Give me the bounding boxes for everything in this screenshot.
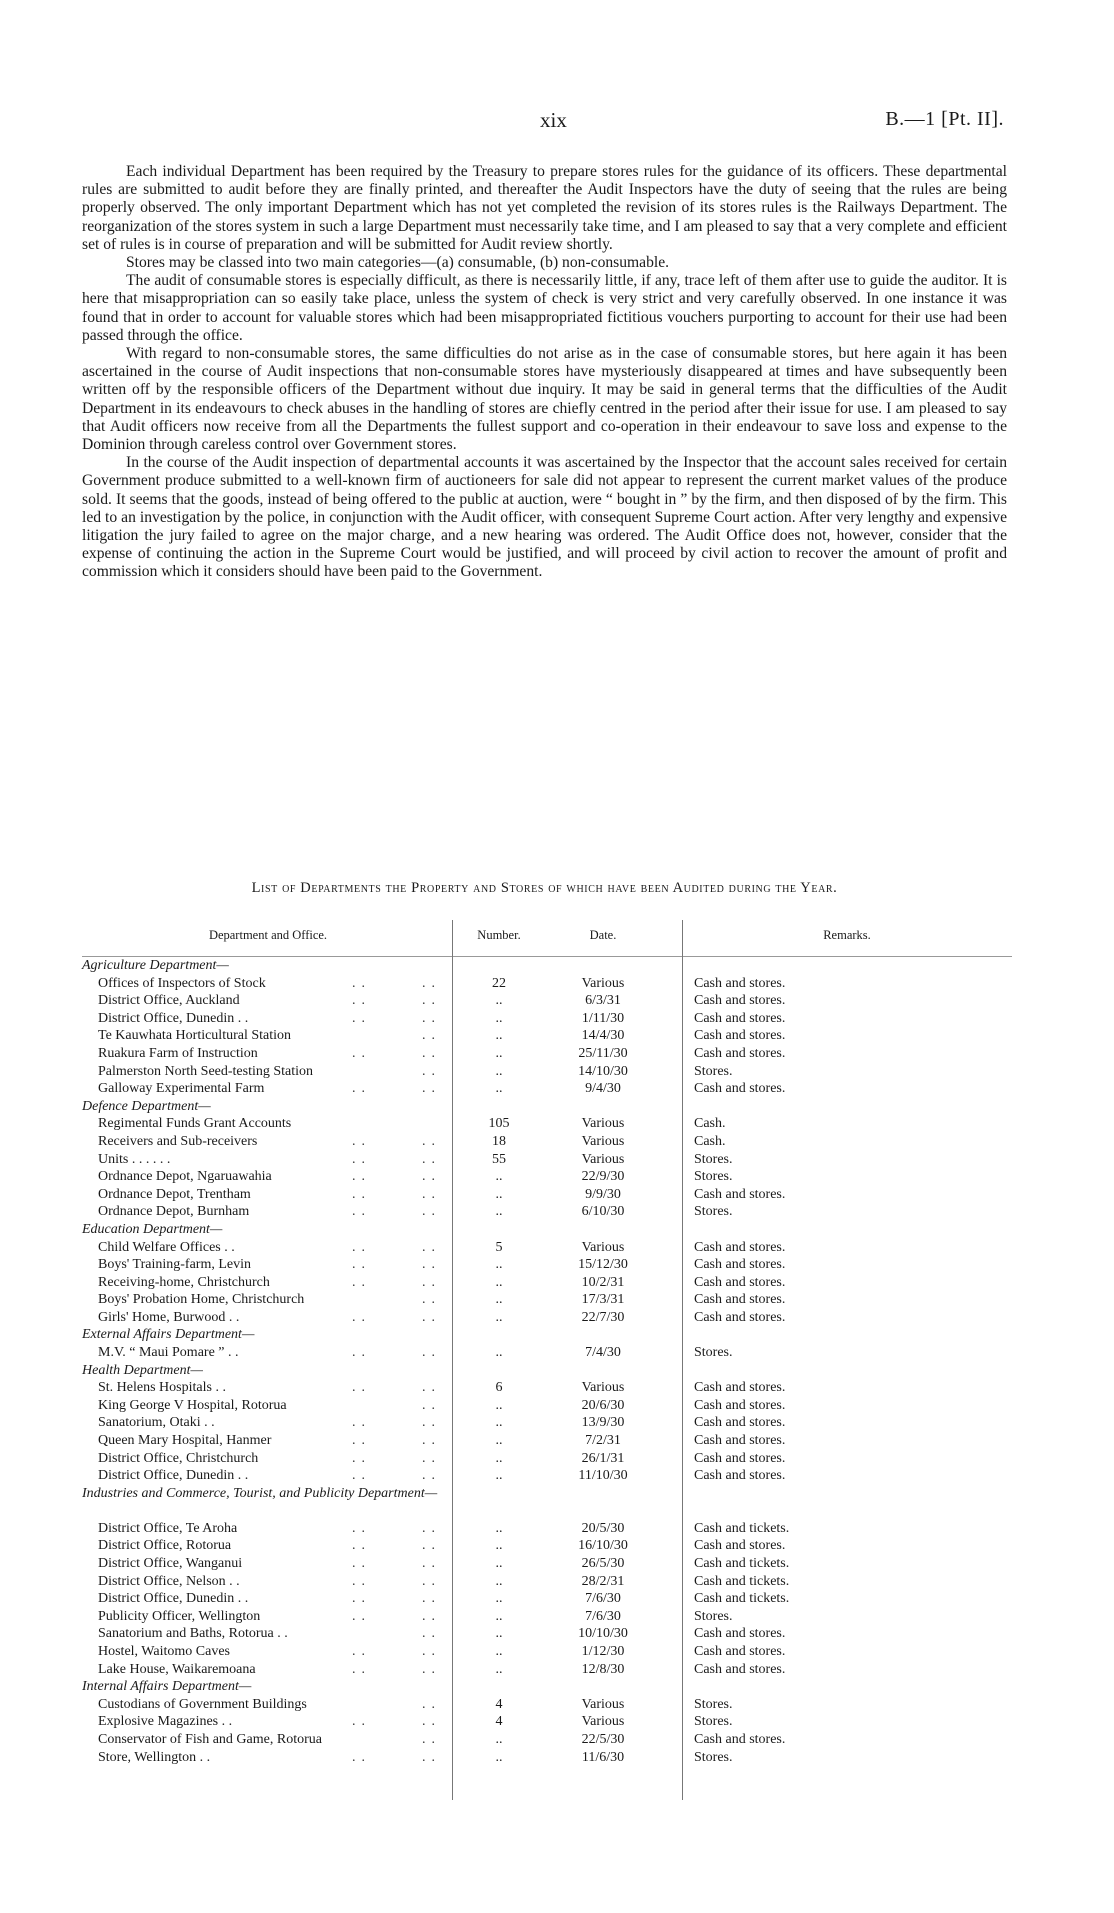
leader-dots: ..	[352, 1169, 371, 1185]
remarks-cell: Cash and stores.	[694, 1433, 786, 1449]
table-row	[82, 1151, 1012, 1169]
number-cell: ..	[495, 1010, 503, 1026]
office-name: M.V. “ Maui Pomare ” . .	[98, 1345, 239, 1361]
office-name: King George V Hospital, Rotorua	[98, 1397, 287, 1413]
leader-dots: ..	[352, 1380, 371, 1396]
date-cell: 22/5/30	[581, 1731, 625, 1747]
table-row	[82, 1520, 1012, 1538]
office-name: District Office, Nelson . .	[98, 1573, 240, 1589]
date-cell: 16/10/30	[578, 1538, 628, 1554]
office-name: Girls' Home, Burwood . .	[98, 1309, 240, 1325]
leader-dots: ..	[422, 1468, 441, 1484]
remarks-cell: Cash and stores.	[694, 1274, 786, 1290]
paragraph: The audit of consumable stores is especially difficult, as there is necessarily little, if any, trace left of them after use to guide the auditor. It is here that misappropriation can so easily take place, unless the system of check is very strict and very carefully observed. In one instance it was found that in order to account for valuable stores which had been misappropriated fictitious vouchers purporting to account for their use had been passed through the office.	[82, 272, 1007, 344]
office-name: Child Welfare Offices . .	[98, 1239, 235, 1255]
table-row	[82, 1168, 1012, 1186]
leader-dots: ..	[352, 1714, 371, 1730]
office-name: Store, Wellington . .	[98, 1749, 211, 1765]
date-cell: 9/9/30	[585, 1186, 621, 1202]
number-cell: ..	[495, 1081, 503, 1097]
department-name: Health Department—	[82, 1362, 203, 1378]
table-row	[82, 1467, 1012, 1485]
remarks-cell: Cash and stores.	[694, 1661, 786, 1677]
table-row	[82, 1309, 1012, 1327]
number-cell: ..	[495, 1468, 503, 1484]
leader-dots: ..	[422, 1292, 441, 1308]
date-cell: 7/2/31	[585, 1433, 621, 1449]
date-cell: Various	[581, 1239, 625, 1255]
remarks-cell: Stores.	[694, 1063, 733, 1079]
date-cell: 20/5/30	[581, 1520, 625, 1536]
number-cell: ..	[495, 1415, 503, 1431]
paragraph: With regard to non-consumable stores, the same difficulties do not arise as in the case of consumable stores, but here again it has been ascertained in the course of Audit inspections that non-consumable stores have mysteriously disappeared at times and have subsequently been written off by the responsible officers of the Department without due inquiry. It may be said in general terms that the difficulties of the Audit Department in its endeavours to check abuses in the handling of stores are chiefly centred in the period after their issue for use. I am pleased to say that Audit officers now receive from all the Departments the fullest support and co-operation in their endeavour to save loss and expense to the Dominion through careless control over Government stores.	[82, 345, 1007, 454]
office-name: Publicity Officer, Wellington	[98, 1608, 261, 1624]
office-name: Hostel, Waitomo Caves	[98, 1643, 230, 1659]
leader-dots: ..	[422, 1573, 441, 1589]
date-cell: Various	[581, 1380, 625, 1396]
leader-dots: ..	[422, 975, 441, 991]
date-cell: 28/2/31	[581, 1573, 625, 1589]
remarks-cell: Cash and stores.	[694, 1450, 786, 1466]
header-date: Date.	[589, 928, 617, 942]
remarks-cell: Stores.	[694, 1204, 733, 1220]
leader-dots: ..	[422, 1415, 441, 1431]
number-cell: ..	[495, 1749, 503, 1765]
date-cell: 12/8/30	[581, 1661, 625, 1677]
department-name: Defence Department—	[82, 1098, 211, 1114]
leader-dots: ..	[422, 1257, 441, 1273]
department-heading	[82, 1326, 1012, 1344]
remarks-cell: Cash.	[694, 1133, 726, 1149]
table-row	[82, 1080, 1012, 1098]
department-heading	[82, 1485, 1012, 1520]
paragraph: Each individual Department has been required by the Treasury to prepare stores rules for the guidance of its officers. These departmental rules are submitted to audit before they are finally printed, and thereafter the Audit Inspectors have the duty of seeing that the rules are being properly observed. The only important Department which has not yet completed the revision of its stores rules is the Railways Department. The reorganization of the stores system in such a large Department must necessarily take time, and I am pleased to say that a very complete and efficient set of rules is in course of preparation and will be submitted for Audit review shortly.	[82, 163, 1007, 253]
table-row	[82, 1749, 1012, 1767]
department-heading	[82, 1362, 1012, 1380]
remarks-cell: Cash and stores.	[694, 975, 786, 991]
remarks-cell: Stores.	[694, 1714, 733, 1730]
table-row	[82, 1713, 1012, 1731]
table-row	[82, 1010, 1012, 1028]
leader-dots: ..	[422, 1380, 441, 1396]
department-heading	[82, 1098, 1012, 1116]
remarks-cell: Cash and stores.	[694, 1731, 786, 1747]
leader-dots: ..	[422, 1696, 441, 1712]
date-cell: Various	[581, 1714, 625, 1730]
remarks-cell: Cash and stores.	[694, 1538, 786, 1554]
date-cell: 10/2/31	[581, 1274, 625, 1290]
number-cell: ..	[495, 993, 503, 1009]
departments-table	[82, 920, 1012, 1766]
leader-dots: ..	[422, 1731, 441, 1747]
leader-dots: ..	[422, 1186, 441, 1202]
table-row	[82, 1731, 1012, 1749]
office-name: Sanatorium and Baths, Rotorua . .	[98, 1626, 288, 1642]
leader-dots: ..	[422, 1204, 441, 1220]
number-cell: ..	[495, 1063, 503, 1079]
number-cell: ..	[495, 1643, 503, 1659]
table-row	[82, 1608, 1012, 1626]
number-cell: 4	[495, 1714, 503, 1730]
table-row	[82, 1379, 1012, 1397]
remarks-cell: Cash and stores.	[694, 1380, 786, 1396]
date-cell: Various	[581, 1151, 625, 1167]
office-name: Queen Mary Hospital, Hanmer	[98, 1433, 272, 1449]
remarks-cell: Stores.	[694, 1169, 733, 1185]
office-name: Ordnance Depot, Ngaruawahia	[98, 1169, 272, 1185]
office-name: Units . . . . . .	[98, 1151, 171, 1167]
number-cell: ..	[495, 1608, 503, 1624]
leader-dots: ..	[422, 1309, 441, 1325]
office-name: Conservator of Fish and Game, Rotorua	[98, 1731, 322, 1747]
office-name: District Office, Auckland	[98, 993, 240, 1009]
leader-dots: ..	[352, 1274, 371, 1290]
table-row	[82, 1573, 1012, 1591]
office-name: Boys' Probation Home, Christchurch	[98, 1292, 305, 1308]
remarks-cell: Cash and stores.	[694, 1239, 786, 1255]
leader-dots: ..	[352, 975, 371, 991]
leader-dots: ..	[352, 1608, 371, 1624]
office-name: District Office, Te Aroha	[98, 1520, 238, 1536]
table-row	[82, 1291, 1012, 1309]
header-remarks: Remarks.	[823, 928, 871, 942]
table-row	[82, 1537, 1012, 1555]
number-cell: 22	[492, 975, 506, 991]
number-cell: ..	[495, 1045, 503, 1061]
leader-dots: ..	[352, 1151, 371, 1167]
number-cell: 6	[495, 1380, 503, 1396]
date-cell: 10/10/30	[578, 1626, 628, 1642]
date-cell: 7/6/30	[585, 1591, 621, 1607]
date-cell: 7/4/30	[585, 1345, 621, 1361]
number-cell: ..	[495, 1292, 503, 1308]
list-title: List of Departments the Property and Stores of which have been Audited during the Year.	[251, 880, 838, 896]
table-row	[82, 1696, 1012, 1714]
office-name: Te Kauwhata Horticultural Station	[98, 1028, 292, 1044]
leader-dots: ..	[352, 1045, 371, 1061]
office-name: St. Helens Hospitals . .	[98, 1380, 226, 1396]
leader-dots: ..	[352, 1433, 371, 1449]
date-cell: Various	[581, 975, 625, 991]
leader-dots: ..	[422, 1239, 441, 1255]
leader-dots: ..	[352, 1345, 371, 1361]
table-row	[82, 975, 1012, 993]
leader-dots: ..	[352, 1415, 371, 1431]
remarks-cell: Stores.	[694, 1345, 733, 1361]
table-row	[82, 1450, 1012, 1468]
leader-dots: ..	[422, 1010, 441, 1026]
header-number: Number.	[477, 928, 521, 942]
department-name: Agriculture Department—	[82, 958, 229, 973]
table-row	[82, 1397, 1012, 1415]
number-cell: 4	[495, 1696, 503, 1712]
date-cell: 25/11/30	[578, 1045, 628, 1061]
office-name: Lake House, Waikaremoana	[98, 1661, 256, 1677]
date-cell: 11/10/30	[578, 1468, 628, 1484]
date-cell: Various	[581, 1696, 625, 1712]
remarks-cell: Cash and stores.	[694, 1045, 786, 1061]
date-cell: 13/9/30	[581, 1415, 625, 1431]
table-row	[82, 1256, 1012, 1274]
table-row	[82, 1063, 1012, 1081]
office-name: Ordnance Depot, Trentham	[98, 1186, 251, 1202]
table-row	[82, 1590, 1012, 1608]
table-row	[82, 1203, 1012, 1221]
leader-dots: ..	[422, 1538, 441, 1554]
number-cell: ..	[495, 1169, 503, 1185]
office-name: Sanatorium, Otaki . .	[98, 1415, 215, 1431]
date-cell: Various	[581, 1133, 625, 1149]
office-name: Palmerston North Seed-testing Station	[98, 1063, 314, 1079]
number-cell: 55	[492, 1151, 506, 1167]
department-name: Education Department—	[82, 1221, 223, 1237]
leader-dots: ..	[352, 993, 371, 1009]
page-number: xix	[540, 108, 567, 132]
department-name: Internal Affairs Department—	[82, 1679, 252, 1695]
office-name: Galloway Experimental Farm	[98, 1081, 265, 1097]
table-row	[82, 1661, 1012, 1679]
leader-dots: ..	[352, 1133, 371, 1149]
remarks-cell: Cash and stores.	[694, 1010, 786, 1026]
remarks-cell: Cash and stores.	[694, 1028, 786, 1044]
leader-dots: ..	[352, 1556, 371, 1571]
document-reference: B.—1 [Pt. II].	[885, 108, 1004, 130]
date-cell: 7/6/30	[585, 1608, 621, 1624]
leader-dots: ..	[352, 1591, 371, 1607]
number-cell: ..	[495, 1186, 503, 1202]
leader-dots: ..	[422, 1169, 441, 1185]
remarks-cell: Cash and stores.	[694, 993, 786, 1009]
date-cell: 26/1/31	[581, 1450, 625, 1466]
leader-dots: ..	[422, 1556, 441, 1571]
number-cell: ..	[495, 1626, 503, 1642]
leader-dots: ..	[422, 1397, 441, 1413]
date-cell: 11/6/30	[581, 1749, 625, 1765]
remarks-cell: Cash and stores.	[694, 1643, 786, 1659]
number-cell: ..	[495, 1450, 503, 1466]
remarks-cell: Cash.	[694, 1116, 726, 1132]
number-cell: ..	[495, 1520, 503, 1536]
department-heading	[82, 1678, 1012, 1696]
table-row	[82, 1027, 1012, 1045]
leader-dots: ..	[352, 1538, 371, 1554]
remarks-cell: Cash and stores.	[694, 1309, 786, 1325]
table-row	[82, 1625, 1012, 1643]
remarks-cell: Cash and stores.	[694, 1186, 786, 1202]
date-cell: 22/7/30	[581, 1309, 625, 1325]
remarks-cell: Stores.	[694, 1151, 733, 1167]
leader-dots: ..	[422, 1520, 441, 1536]
office-name: Explosive Magazines . .	[98, 1714, 233, 1730]
remarks-cell: Cash and stores.	[694, 1397, 786, 1413]
leader-dots: ..	[352, 1643, 371, 1659]
remarks-cell: Cash and tickets.	[694, 1556, 790, 1571]
leader-dots: ..	[422, 1608, 441, 1624]
leader-dots: ..	[422, 1063, 441, 1079]
office-name: District Office, Dunedin . .	[98, 1010, 249, 1026]
table-row	[82, 1239, 1012, 1257]
number-cell: 18	[492, 1133, 506, 1149]
office-name: Receivers and Sub-receivers	[98, 1133, 258, 1149]
table-row	[82, 1186, 1012, 1204]
date-cell: Various	[581, 1116, 625, 1132]
body-text	[82, 163, 1007, 582]
number-cell: ..	[495, 1573, 503, 1589]
leader-dots: ..	[352, 1239, 371, 1255]
office-name: Boys' Training-farm, Levin	[98, 1257, 252, 1273]
number-cell: ..	[495, 1397, 503, 1413]
office-name: Ordnance Depot, Burnham	[98, 1204, 250, 1220]
table-row	[82, 1045, 1012, 1063]
table-row	[82, 1432, 1012, 1450]
leader-dots: ..	[352, 1573, 371, 1589]
number-cell: ..	[495, 1204, 503, 1220]
remarks-cell: Cash and stores.	[694, 1257, 786, 1273]
leader-dots: ..	[422, 1345, 441, 1361]
date-cell: 17/3/31	[581, 1292, 625, 1308]
leader-dots: ..	[352, 1468, 371, 1484]
date-cell: 26/5/30	[581, 1556, 625, 1571]
table-header	[82, 920, 1012, 957]
remarks-cell: Cash and stores.	[694, 1626, 786, 1642]
paragraph: Stores may be classed into two main categories—(a) consumable, (b) non-consumable.	[126, 254, 670, 272]
number-cell: ..	[495, 1309, 503, 1325]
number-cell: ..	[495, 1257, 503, 1273]
leader-dots: ..	[422, 1274, 441, 1290]
date-cell: 1/12/30	[581, 1643, 625, 1659]
leader-dots: ..	[422, 1591, 441, 1607]
number-cell: ..	[495, 1028, 503, 1044]
table-body	[82, 957, 1012, 1766]
table-row	[82, 992, 1012, 1010]
number-cell: ..	[495, 1433, 503, 1449]
leader-dots: ..	[352, 1309, 371, 1325]
office-name: District Office, Rotorua	[98, 1538, 232, 1554]
leader-dots: ..	[422, 1450, 441, 1466]
table-row	[82, 1555, 1012, 1573]
department-heading	[82, 957, 1012, 975]
page-header	[0, 108, 1114, 138]
leader-dots: ..	[352, 1010, 371, 1026]
leader-dots: ..	[422, 1643, 441, 1659]
leader-dots: ..	[352, 1081, 371, 1097]
remarks-cell: Cash and tickets.	[694, 1520, 790, 1536]
remarks-cell: Cash and stores.	[694, 1081, 786, 1097]
leader-dots: ..	[352, 1186, 371, 1202]
remarks-cell: Cash and stores.	[694, 1292, 786, 1308]
date-cell: 9/4/30	[585, 1081, 621, 1097]
number-cell: ..	[495, 1556, 503, 1571]
leader-dots: ..	[352, 1749, 371, 1765]
remarks-cell: Cash and stores.	[694, 1468, 786, 1484]
remarks-cell: Cash and tickets.	[694, 1591, 790, 1607]
office-name: Offices of Inspectors of Stock	[98, 975, 266, 991]
date-cell: 6/3/31	[585, 993, 621, 1009]
leader-dots: ..	[352, 1450, 371, 1466]
remarks-cell: Cash and tickets.	[694, 1573, 790, 1589]
leader-dots: ..	[422, 1045, 441, 1061]
office-name: Custodians of Government Buildings	[98, 1696, 307, 1712]
date-cell: 6/10/30	[581, 1204, 625, 1220]
office-name: Receiving-home, Christchurch	[98, 1274, 270, 1290]
number-cell: ..	[495, 1538, 503, 1554]
number-cell: ..	[495, 1345, 503, 1361]
office-name: District Office, Dunedin . .	[98, 1468, 249, 1484]
leader-dots: ..	[422, 1151, 441, 1167]
leader-dots: ..	[422, 993, 441, 1009]
table-row	[82, 1344, 1012, 1362]
department-heading	[82, 1221, 1012, 1239]
office-name: District Office, Dunedin . .	[98, 1591, 249, 1607]
date-cell: 20/6/30	[581, 1397, 625, 1413]
date-cell: 15/12/30	[578, 1257, 628, 1273]
date-cell: 14/4/30	[581, 1028, 625, 1044]
office-name: Ruakura Farm of Instruction	[98, 1045, 258, 1061]
remarks-cell: Cash and stores.	[694, 1415, 786, 1431]
date-cell: 1/11/30	[581, 1010, 625, 1026]
table-row	[82, 1115, 1012, 1133]
department-name: External Affairs Department—	[82, 1327, 255, 1343]
office-name: Regimental Funds Grant Accounts	[98, 1116, 292, 1132]
number-cell: ..	[495, 1591, 503, 1607]
header-department: Department and Office.	[208, 928, 328, 942]
remarks-cell: Stores.	[694, 1696, 733, 1712]
table-row	[82, 1643, 1012, 1661]
leader-dots: ..	[422, 1749, 441, 1765]
remarks-cell: Stores.	[694, 1608, 733, 1624]
table-row	[82, 1133, 1012, 1151]
table-row	[82, 1274, 1012, 1292]
leader-dots: ..	[422, 1133, 441, 1149]
leader-dots: ..	[422, 1714, 441, 1730]
number-cell: 5	[495, 1239, 503, 1255]
date-cell: 14/10/30	[578, 1063, 628, 1079]
remarks-cell: Stores.	[694, 1749, 733, 1765]
leader-dots: ..	[422, 1433, 441, 1449]
leader-dots: ..	[422, 1626, 441, 1642]
leader-dots: ..	[422, 1661, 441, 1677]
leader-dots: ..	[352, 1257, 371, 1273]
leader-dots: ..	[422, 1028, 441, 1044]
office-name: District Office, Christchurch	[98, 1450, 259, 1466]
number-cell: ..	[495, 1731, 503, 1747]
leader-dots: ..	[422, 1081, 441, 1097]
number-cell: ..	[495, 1661, 503, 1677]
number-cell: 105	[488, 1116, 510, 1132]
table-row	[82, 1414, 1012, 1432]
leader-dots: ..	[352, 1520, 371, 1536]
paragraph: In the course of the Audit inspection of departmental accounts it was ascertained by the Inspector that the account sales received for certain Government produce submitted to a well-known firm of auctioneers for sale did not appear to represent the current market values of the produce sold. It seems that the goods, instead of being offered to the public at auction, were “ bought in ” by the firm, and then disposed of by the firm. This led to an investigation by the police, in conjunction with the Audit officer, with consequent Supreme Court action. After very lengthy and expensive litigation the jury failed to agree on the major charge, and a new hearing was ordered. The Audit Office does not, however, consider that the expense of continuing the action in the Supreme Court would be justified, and will proceed by civil action to recover the amount of profit and commission which it considers should have been paid to the Government.	[82, 454, 1007, 581]
number-cell: ..	[495, 1274, 503, 1290]
leader-dots: ..	[352, 1661, 371, 1677]
leader-dots: ..	[352, 1204, 371, 1220]
department-name: Industries and Commerce, Tourist, and Publicity Department—	[82, 1485, 438, 1501]
office-name: District Office, Wanganui	[98, 1556, 243, 1571]
date-cell: 22/9/30	[581, 1169, 625, 1185]
